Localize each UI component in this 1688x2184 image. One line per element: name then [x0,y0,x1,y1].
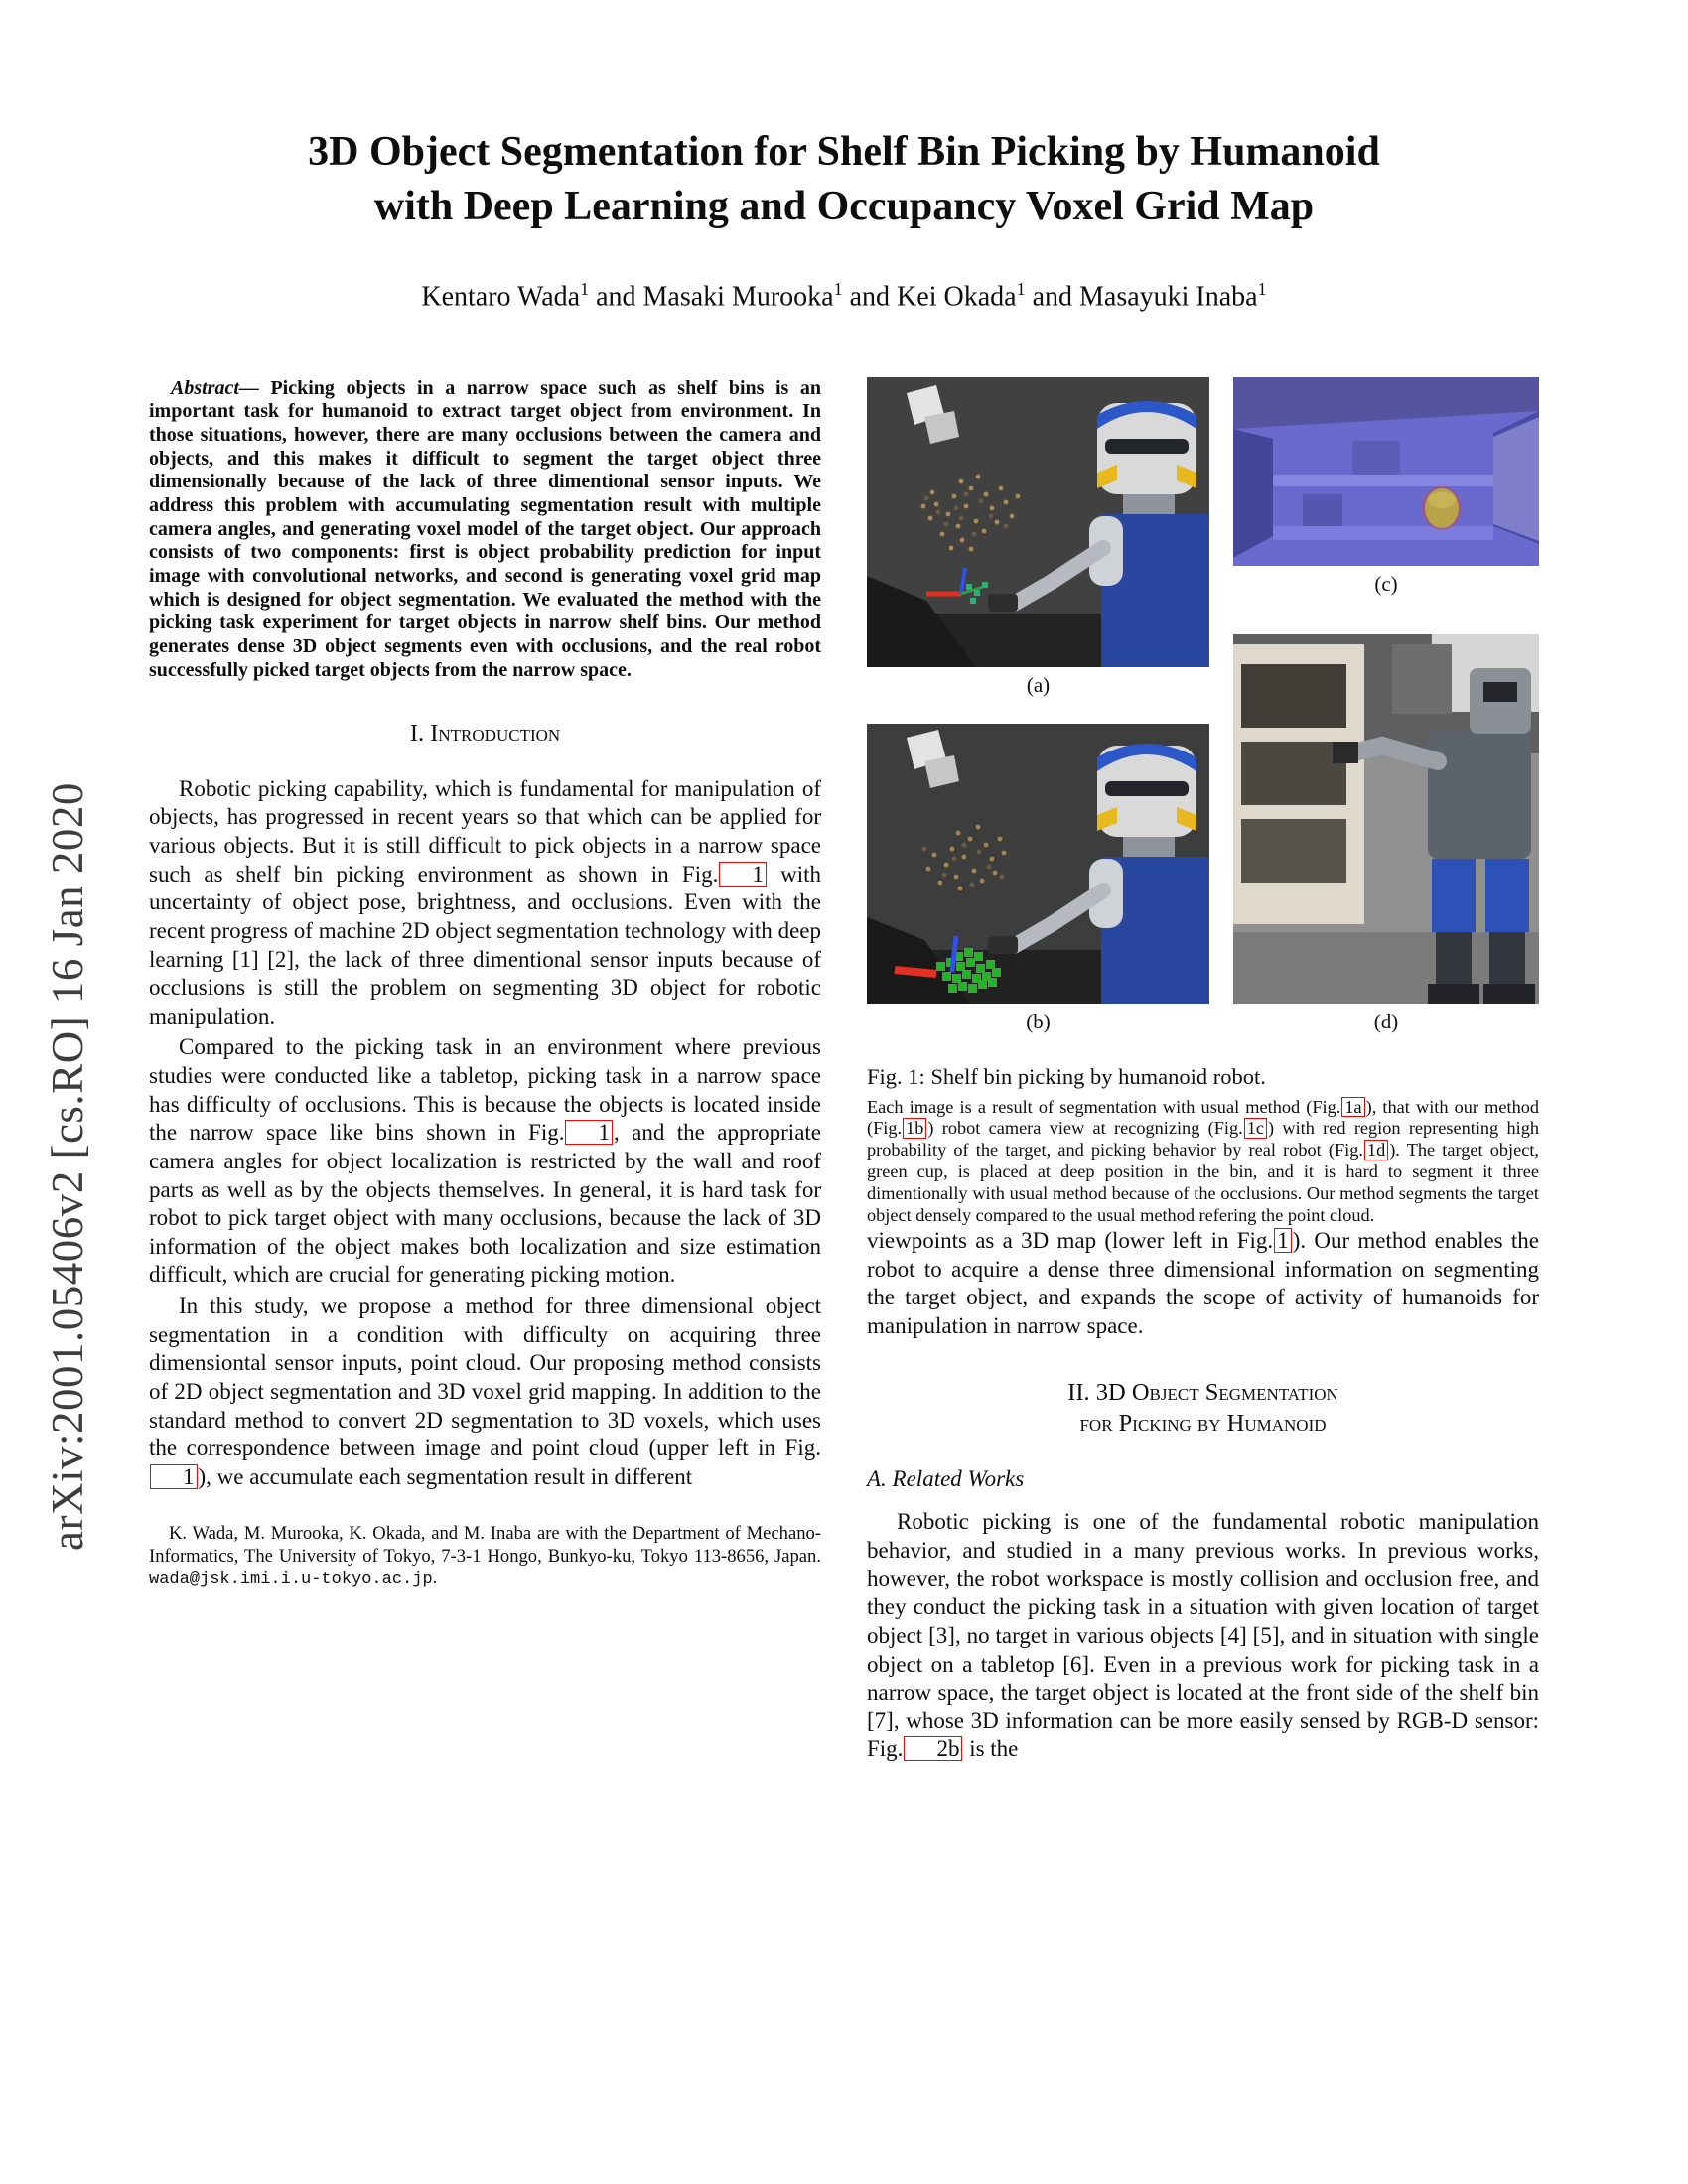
right-column [867,377,1539,1765]
subfigure-b [867,724,1209,1004]
figure-1 [867,377,1539,1228]
paragraph-intro-3: In this study, we propose a method for three dimensional object segmentation in a condition with difficulty on acquiring three dimensiontal sensor inputs, point cloud. Our proposing method consists of 2D object segmentation and 3D voxel grid mapping. In addition to the standard method to convert 2D segmentation to 3D voxels, which uses the correspondence between image and point cloud (upper left in Fig.1 ), we accumulate each segmentation result in different [149,1294,821,1489]
section-heading-2-line-1: II. 3D Object Segmentation [1067,1378,1338,1406]
title-line-1: 3D Object Segmentation for Shelf Bin Picking by Humanoid [308,129,1380,175]
figure-1-caption-body: Each image is a result of segmentation with usual method (Fig. 1a ), that with our method (Fig. 1b ) robot camera view at recognizing (Fig. 1c ) with red region representing high probability of the target, and picking behavior by real robot (Fig. 1d ). The target object, green cup, is placed at deep position in the bin, and it is hard to segment it three dimentionally with usual method because of the occlusions. Our method segments the target object densely compared to the usual method refering the point cloud. [867,1096,1540,1226]
section-heading-2 [867,1377,1539,1439]
figure-ref-link[interactable]: 1c [1244,1118,1267,1138]
subfigure-c-label: (c) [1374,571,1398,596]
abstract [149,377,821,683]
subfigure-b-label: (b) [1026,1009,1051,1033]
subfigure-a-image [867,377,1209,667]
figure-1-right-stack [1233,377,1539,1034]
two-column-layout [149,377,1539,1765]
subfigure-d [1233,634,1539,1004]
arxiv-watermark: arXiv:2001.05406v2 [cs.RO] 16 Jan 2020 [43,782,92,1551]
left-column [149,377,821,1765]
subsection-heading-related-works: A. Related Works [867,1466,1025,1492]
figure-ref-link[interactable]: 1 [719,862,767,887]
paper-title [149,125,1539,233]
abstract-text: Picking objects in a narrow space such as shelf bins is an important task for humanoid to extract target object from environment. In those situations, however, there are many occlusions between the camera and objects, and this makes it difficult to segment the target object three dimensionally because of the lack of three dimentional sensor inputs. We address this problem with accumulating segmentation result with multiple camera angles, and generating voxel model of the target object. Our approach consists of two components: first is object probability prediction for input image with convolutional networks, and second is generating voxel grid map which is designed for object segmentation. We evaluated the method with the picking task experiment for target objects in narrow shelf bins. Our method generates dense 3D object segments even with occlusions, and the real robot successfully picked target objects from the narrow space. [149,376,821,681]
author-separator: and [589,281,643,313]
figure-ref-link[interactable]: 1a [1341,1097,1364,1117]
subfigure-c [1233,377,1539,566]
footnote-email: wada@jsk.imi.i.u-tokyo.ac.jp [149,1570,433,1590]
figure-ref-link[interactable]: 1 [150,1464,198,1489]
footnote-tail: . [432,1568,438,1589]
subfigure-d-label: (d) [1373,1009,1399,1033]
paragraph-related-works-1: Robotic picking is one of the fundamental robotic manipulation behavior, and studied in a many previous works. In previous works, however, the robot workspace is mostly collision and occlusion free, and they conduct the picking task in a situation with given location of target object [3], no target in various objects [4] [5], and in situation with single object on a tabletop [6]. Even in a previous work for picking task in a narrow space, the target object is located at the front side of the shelf bin [7], whose 3D information can be more easily sensed by RGB-D sensor: Fig. 2b is the [867,1509,1539,1762]
author-footnote [149,1523,821,1590]
footnote-text: K. Wada, M. Murooka, K. Okada, and M. Inaba are with the Department of Mechano-Informatics, The University of Tokyo, 7-3-1 Hongo, Bunkyo-ku, Tokyo 113-8656, Japan. [149,1523,821,1567]
section-heading-2-line-2: for Picking by Humanoid [1079,1410,1327,1437]
figure-ref-link[interactable]: 1 [565,1120,613,1145]
author-name: Masaki Murooka [642,281,834,313]
figure-1-caption-title: Fig. 1: Shelf bin picking by humanoid robot. [867,1063,1266,1089]
paper-content [149,125,1539,1764]
author-name: Kentaro Wada [421,281,581,313]
subfigure-d-image [1233,634,1539,1004]
author-affiliation-mark: 1 [580,279,590,300]
abstract-lead: Abstract— [171,376,271,399]
title-line-2: with Deep Learning and Occupancy Voxel Grid Map [373,183,1315,229]
figure-1-caption [867,1064,1539,1228]
authors-line [149,279,1539,313]
author-separator: and [1025,281,1079,313]
author-affiliation-mark: 1 [1257,279,1267,300]
figure-ref-link[interactable]: 2b [904,1736,962,1761]
author-name: Masayuki Inaba [1079,281,1258,313]
section-heading-introduction [149,718,821,749]
subfigure-a-label: (a) [1026,672,1051,697]
figure-1-grid [867,377,1539,1034]
author-affiliation-mark: 1 [833,279,843,300]
subfigure-c-image [1233,377,1539,566]
paragraph-intro-4: viewpoints as a 3D map (lower left in Fig. 1 ). Our method enables the robot to acquire a dense three dimensional information on segmenting the target object, and expands the scope of activity of humanoids for manipulation in narrow space. [867,1228,1540,1339]
author-name: Kei Okada [897,281,1017,313]
paragraph-intro-2: Compared to the picking task in an environment where previous studies were conducted like a tabletop, picking task in a narrow space has difficulty of occlusions. This is because the objects is located inside the narrow space like bins shown in Fig. 1 , and the appropriate camera angles for object localization is restricted by the wall and roof parts as well as by the objects themselves. In general, it is hard task for robot to pick target object with many occlusions, because the lack of 3D information of the object makes both localization and size estimation difficult, which are crucial for generating picking motion. [149,1034,822,1288]
figure-ref-link[interactable]: 1b [903,1118,926,1138]
author-affiliation-mark: 1 [1016,279,1026,300]
figure-ref-link[interactable]: 1d [1364,1140,1388,1160]
subfigure-b-image [867,724,1209,1004]
subfigure-a [867,377,1209,667]
figure-ref-link[interactable]: 1 [1274,1228,1292,1253]
section-heading-introduction-text: I. Introduction [409,720,561,748]
paragraph-intro-1: Robotic picking capability, which is fundamental for manipulation of objects, has progressed in recent years so that which can be applied for various objects. But it is still difficult to pick objects in a narrow space such as shelf bin picking environment as shown in Fig. 1 with uncertainty of object pose, brightness, and occlusions. Even with the recent progress of machine 2D object segmentation technology with deep learning [1] [2], the lack of three dimentional sensor inputs because of occlusions is still the problem on segmenting 3D object for robotic manipulation. [149,775,821,1028]
author-separator: and [842,281,898,313]
figure-1-left-stack [867,377,1209,1034]
